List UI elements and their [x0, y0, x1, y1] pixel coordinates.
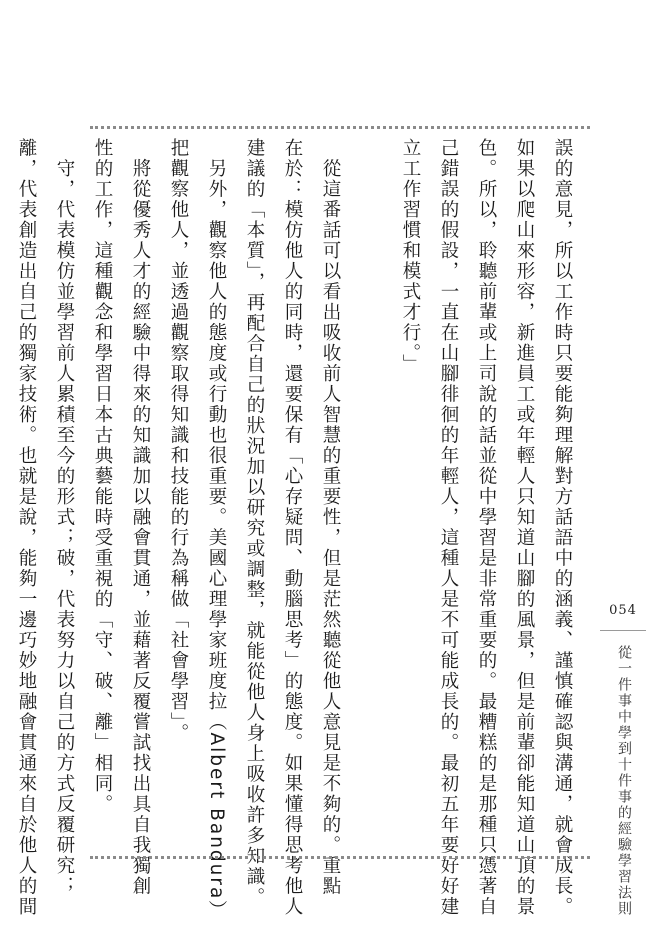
- text-column: 立工作習慣和模式才行。」: [400, 138, 421, 375]
- vertical-text-block: [7, 138, 581, 921]
- text-column: 如果以爬山來形容，新進員工或年輕人只知道山腳的風景，但是前輩卻能知道山頂的景: [514, 138, 535, 917]
- text-column: 離，代表創造出自己的獨家技術。也就是說，能夠一邊巧妙地融會貫通來自於他人的間: [16, 138, 37, 917]
- top-dotted-rule: [90, 126, 590, 129]
- text-column: 色。所以，聆聽前輩或上司說的話並從中學習是非常重要的。最糟糕的是那種只憑著自: [476, 138, 497, 917]
- text-column: 性的工作，這種觀念和學習日本古典藝能時受重視的「守、破、離」相同。: [92, 138, 113, 815]
- text-column: 從這番話可以看出吸收前人智慧的重要性，但是茫然聽從他人意見是不夠的。重點: [320, 138, 341, 897]
- running-title: 從一件事中學到十件事的經驗學習法則: [616, 645, 632, 917]
- text-column: 建議的「本質」，再配合自己的狀況加以研究或調整，就能從他人身上吸收許多知識。: [244, 138, 265, 908]
- paragraph-gap: [349, 138, 391, 850]
- text-column: 在於：模仿他人的同時，還要保有「心存疑問、動腦思考」的態度。如果懂得思考他人: [282, 138, 303, 917]
- text-column: 己錯誤的假設，一直在山腳徘徊的年輕人，這種人是不可能成長的。最初五年要好好建: [438, 138, 459, 917]
- side-divider: [600, 630, 646, 631]
- text-column: 把觀察他人，並透過觀察取得知識和技能的行為稱做「社會學習」。: [168, 138, 189, 744]
- text-column: 將從優秀人才的經驗中得來的知識加以融會貫通，並藉著反覆嘗試找出具自我獨創: [130, 138, 151, 897]
- text-column: 守，代表模仿並學習前人累積至今的形式；破，代表努力以自己的方式反覆研究；: [54, 138, 75, 897]
- bottom-dotted-rule: [90, 856, 590, 859]
- page-number: 054: [609, 603, 637, 618]
- text-column: 另外，觀察他人的態度或行動也很重要。美國心理學家班度拉（Albert Bandura）: [206, 138, 227, 921]
- text-column: 誤的意見，所以工作時只要能夠理解對方話語中的涵義、謹慎確認與溝通，就會成長。: [552, 138, 573, 917]
